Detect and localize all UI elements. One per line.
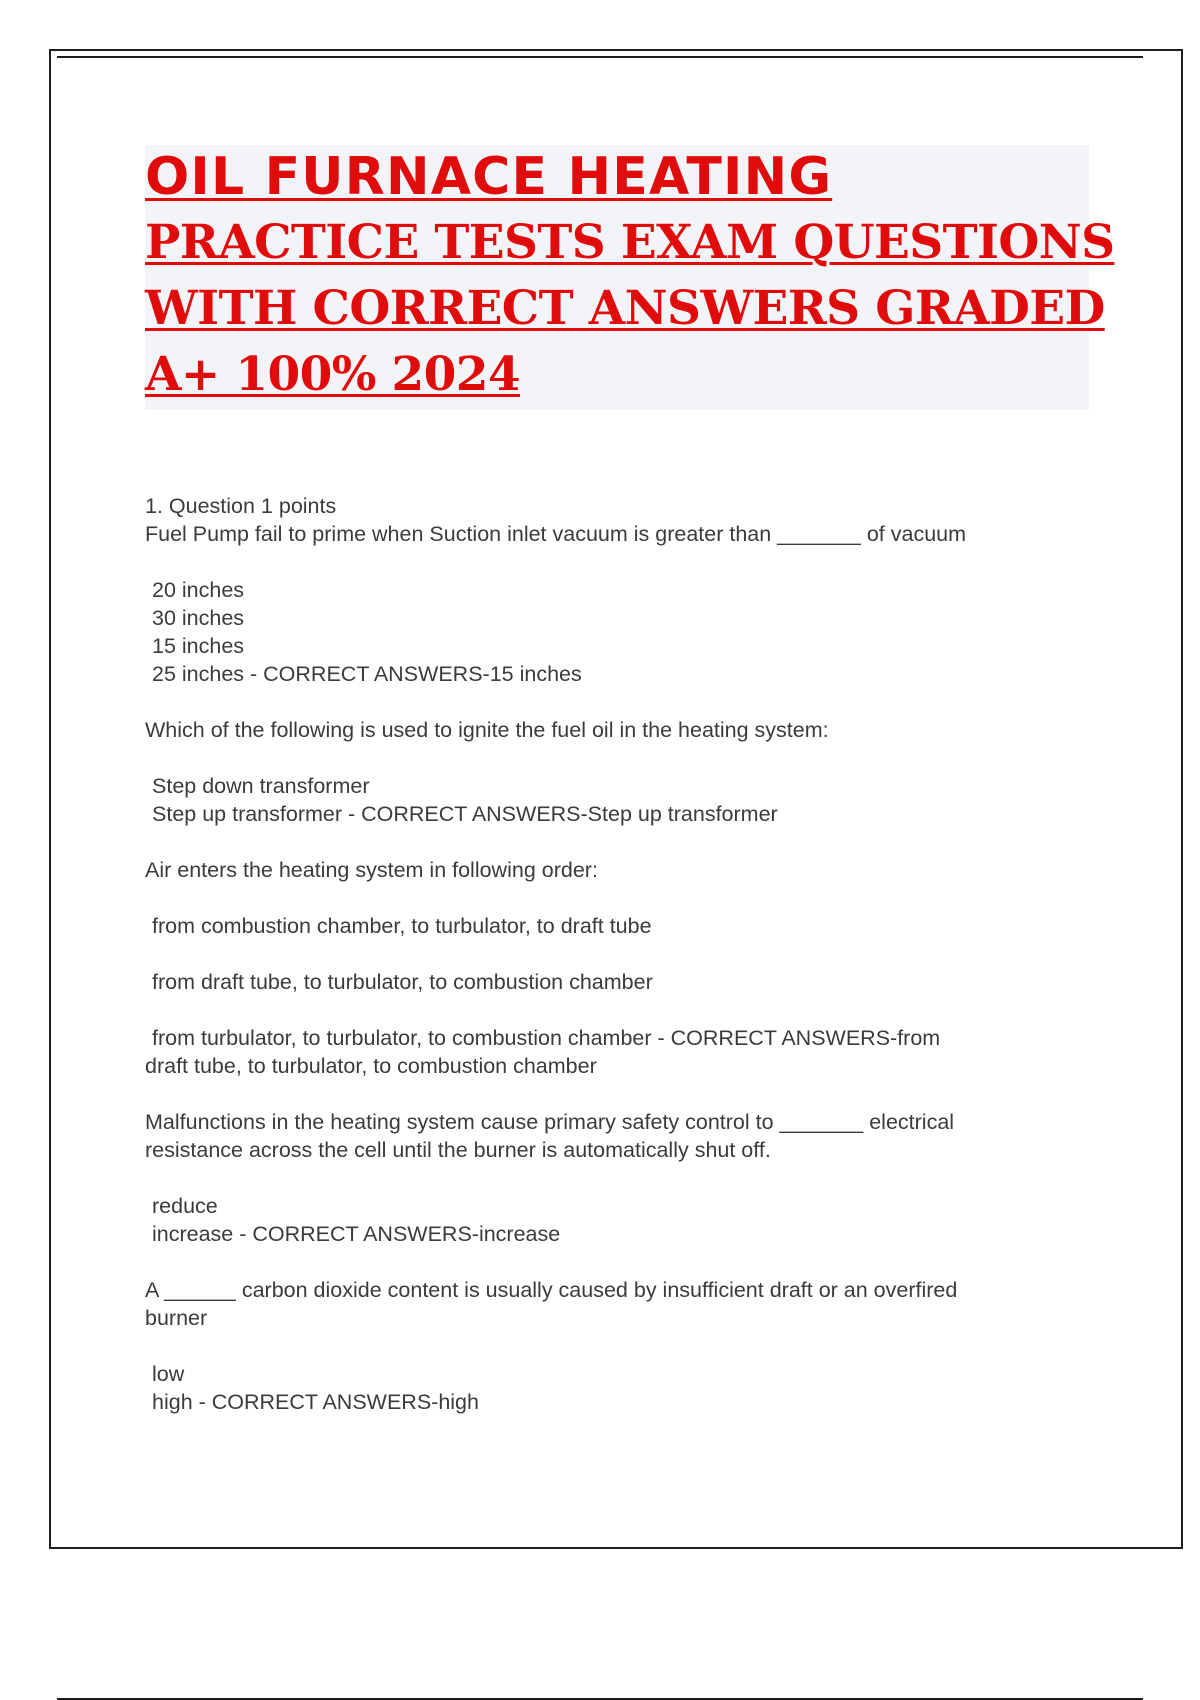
question-2-option: Step down transformer	[152, 774, 370, 798]
question-4-option: reduce	[152, 1194, 218, 1218]
document-title	[145, 145, 1115, 410]
title-line-3: WITH CORRECT ANSWERS GRADED	[145, 281, 1105, 336]
question-3-answer: from turbulator, to turbulator, to combustion chamber - CORRECT ANSWERS-from	[152, 1026, 941, 1050]
question-1-answer: 25 inches - CORRECT ANSWERS-15 inches	[152, 662, 582, 686]
question-1-text: Fuel Pump fail to prime when Suction inlet vacuum is greater than _______ of vacuum	[145, 522, 967, 546]
question-5-option: low	[152, 1362, 185, 1386]
question-1-option: 20 inches	[152, 578, 245, 602]
title-line-4: A+ 100% 2024	[145, 347, 520, 402]
title-line-1: OIL FURNACE HEATING	[145, 147, 833, 207]
question-5-text-continued: burner	[145, 1306, 208, 1330]
question-5-text: A ______ carbon dioxide content is usually caused by insufficient draft or an overfired	[145, 1278, 958, 1302]
question-1-header: 1. Question 1 points	[145, 494, 337, 518]
question-4-text: Malfunctions in the heating system cause primary safety control to _______ electrical	[145, 1110, 955, 1134]
question-2-text: Which of the following is used to ignite the fuel oil in the heating system:	[145, 718, 829, 742]
top-rule	[57, 56, 1143, 58]
question-2-answer: Step up transformer - CORRECT ANSWERS-Step up transformer	[152, 802, 778, 826]
question-1-option: 15 inches	[152, 634, 245, 658]
question-3-option: from draft tube, to turbulator, to combustion chamber	[152, 970, 653, 994]
question-4-text-continued: resistance across the cell until the burner is automatically shut off.	[145, 1138, 771, 1162]
question-3-answer-continued: draft tube, to turbulator, to combustion chamber	[145, 1054, 597, 1078]
question-3-text: Air enters the heating system in following order:	[145, 858, 598, 882]
questions-content	[145, 492, 1090, 1416]
question-1-option: 30 inches	[152, 606, 245, 630]
question-3-option: from combustion chamber, to turbulator, to draft tube	[152, 914, 652, 938]
question-5-answer: high - CORRECT ANSWERS-high	[152, 1390, 479, 1414]
question-4-answer: increase - CORRECT ANSWERS-increase	[152, 1222, 561, 1246]
title-line-2: PRACTICE TESTS EXAM QUESTIONS	[145, 215, 1115, 270]
